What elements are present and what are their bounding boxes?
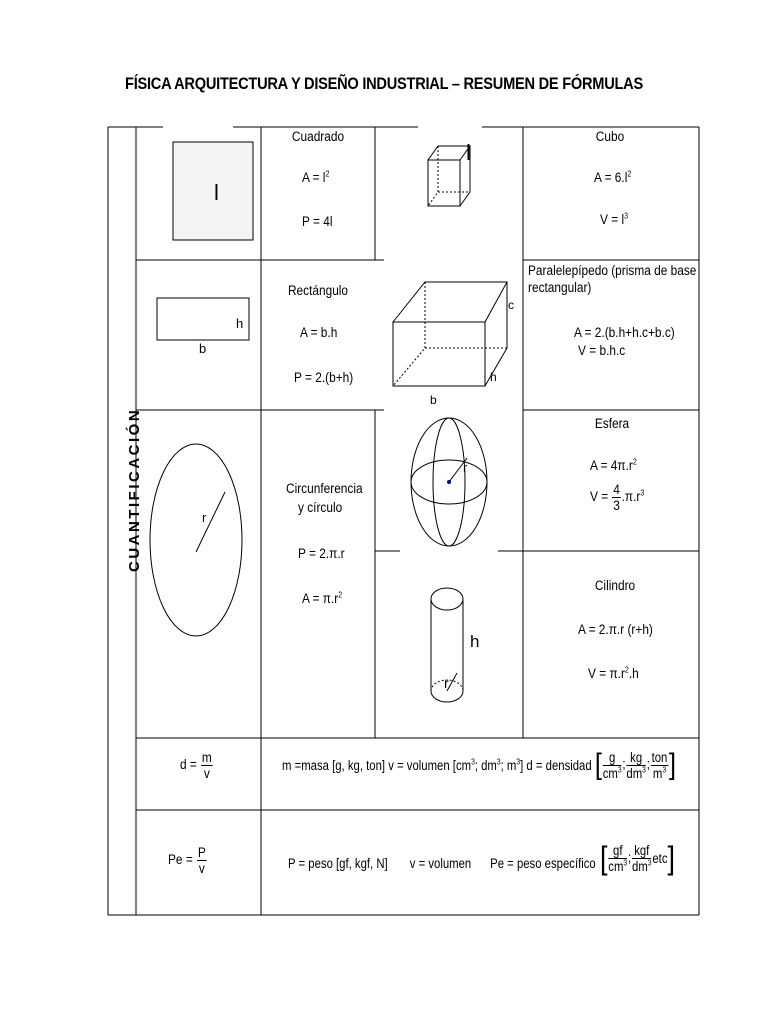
weight-description: P = peso [gf, kgf, N] v = volumen Pe = peso específico [288,856,596,871]
prism-h-label: h [490,370,497,384]
sphere-figure [405,414,495,554]
rectangle-area: A = b.h [300,325,338,340]
weight-formula: Pe = $\frac{P}{v}$ [168,845,206,876]
circle-name-line2: y círculo [298,500,343,515]
cube-name: Cubo [595,129,625,144]
density-description: m =masa [g, kg, ton] v = volumen [$cm^3$; $dm^3$; $m^3$] d = densidad [ $\frac{g}{cm^3}$ ; $\frac{kg}{dm^3}$ ; $\frac{\text{ton}}{m^3}$ ] [282,748,677,781]
cylinder-r-label: r [444,675,449,691]
square-side-label: l [214,180,219,205]
weight-units: [ $\frac{gf}{cm^3}$ ; $\frac{\text{kgf}}{dm^3}$ etc] [600,840,675,876]
sphere-area: $A = 4\pi.r^2$ [590,457,637,473]
circle-perimeter: P = 2.π.r [298,546,345,561]
prism-area: A = 2.(b.h+h.c+b.c) [574,325,675,340]
cylinder-area: A = 2.π.r (r+h) [578,622,653,637]
cube-figure [420,140,480,215]
prism-name-line2: rectangular) [528,280,592,295]
prism-figure [385,268,520,398]
prism-volume: V = b.h.c [578,343,626,358]
cylinder-volume: $V = \pi.r^2.h$ [588,665,639,681]
square-name: Cuadrado [291,129,345,144]
density-formula: d = $\frac{m}{v}$ [180,750,212,781]
cylinder-name: Cilindro [594,578,636,593]
page-title: FÍSICA ARQUITECTURA Y DISEÑO INDUSTRIAL – RESUMEN DE FÓRMULAS [125,74,643,93]
prism-c-label: c [508,298,514,312]
circle-figure [145,440,250,645]
cube-area: $A = 6.l^2$ [594,169,632,185]
sphere-name: Esfera [594,416,630,431]
square-perimeter: P = 4l [302,214,333,229]
circle-name-line1: Circunferencia [286,481,363,496]
rect-b-label: b [199,341,207,356]
prism-name-line1: Paralelepípedo (prisma de base [528,263,697,278]
circle-r-label: r [202,510,207,525]
cube-volume: $V = l^3$ [600,211,629,227]
rectangle-name: Rectángulo [287,283,349,298]
sphere-r-label: r [463,460,468,475]
cylinder-figure [425,585,475,710]
cylinder-h-label: h [470,632,480,651]
prism-b-label: b [430,393,437,407]
section-label: CUANTIFICACIÓN [126,407,143,572]
sphere-volume: V = $\frac{4}{3}$ $.\pi.r^3$ [590,482,645,513]
cube-side-label: l [466,140,471,165]
square-area: $A = l^2$ [302,169,330,185]
rect-h-label: h [236,316,244,331]
circle-area: $A = \pi.r^2$ [302,590,343,606]
rectangle-perimeter: P = 2.(b+h) [294,370,354,385]
